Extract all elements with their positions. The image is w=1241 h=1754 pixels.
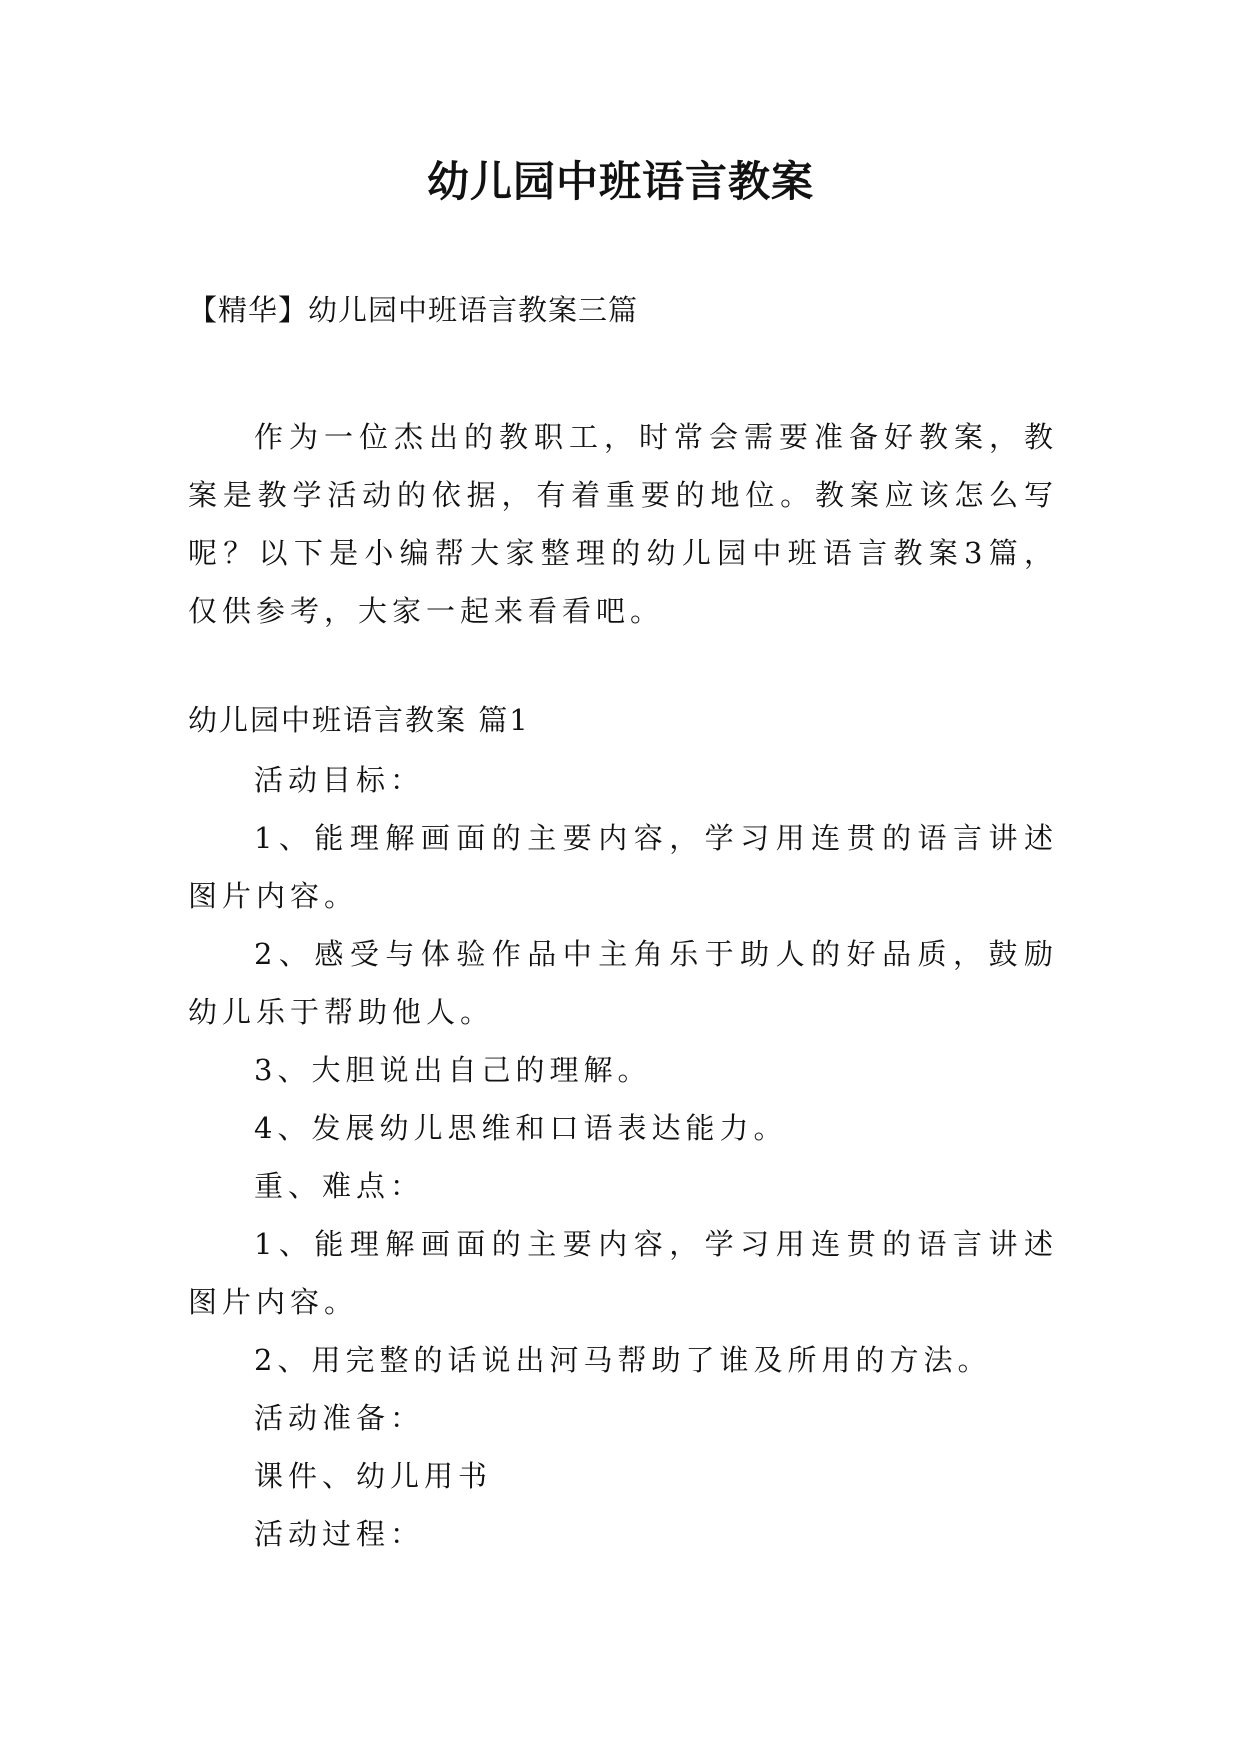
paragraph-key-point-2: 2、用完整的话说出河马帮助了谁及所用的方法。	[254, 1343, 992, 1377]
paragraph-preparation: 活动准备：	[254, 1401, 425, 1435]
paragraph-materials: 课件、幼儿用书	[254, 1459, 493, 1493]
paragraph-goal-2: 2、感受与体验作品中主角乐于助人的好品质，鼓励幼儿乐于帮助他人。	[188, 937, 1058, 1029]
section-body	[188, 751, 1058, 1563]
intro-paragraph: 作为一位杰出的教职工，时常会需要准备好教案，教案是教学活动的依据，有着重要的地位。教案应该怎么写呢？以下是小编帮大家整理的幼儿园中班语言教案3篇，仅供参考，大家一起来看看吧。	[188, 420, 1058, 628]
section-heading: 幼儿园中班语言教案 篇1	[188, 703, 530, 737]
paragraph-key-points: 重、难点：	[254, 1169, 425, 1203]
paragraph-goal-1: 1、能理解画面的主要内容，学习用连贯的语言讲述图片内容。	[188, 821, 1058, 913]
document-title: 幼儿园中班语言教案	[426, 157, 814, 206]
paragraph-goal-3: 3、大胆说出自己的理解。	[254, 1053, 652, 1087]
paragraph-key-point-1: 1、能理解画面的主要内容，学习用连贯的语言讲述图片内容。	[188, 1227, 1058, 1319]
document-subtitle: 【精华】幼儿园中班语言教案三篇	[188, 293, 639, 327]
paragraph-activity-goals: 活动目标：	[254, 763, 425, 797]
paragraph-goal-4: 4、发展幼儿思维和口语表达能力。	[254, 1111, 788, 1145]
paragraph-process: 活动过程：	[254, 1517, 425, 1551]
